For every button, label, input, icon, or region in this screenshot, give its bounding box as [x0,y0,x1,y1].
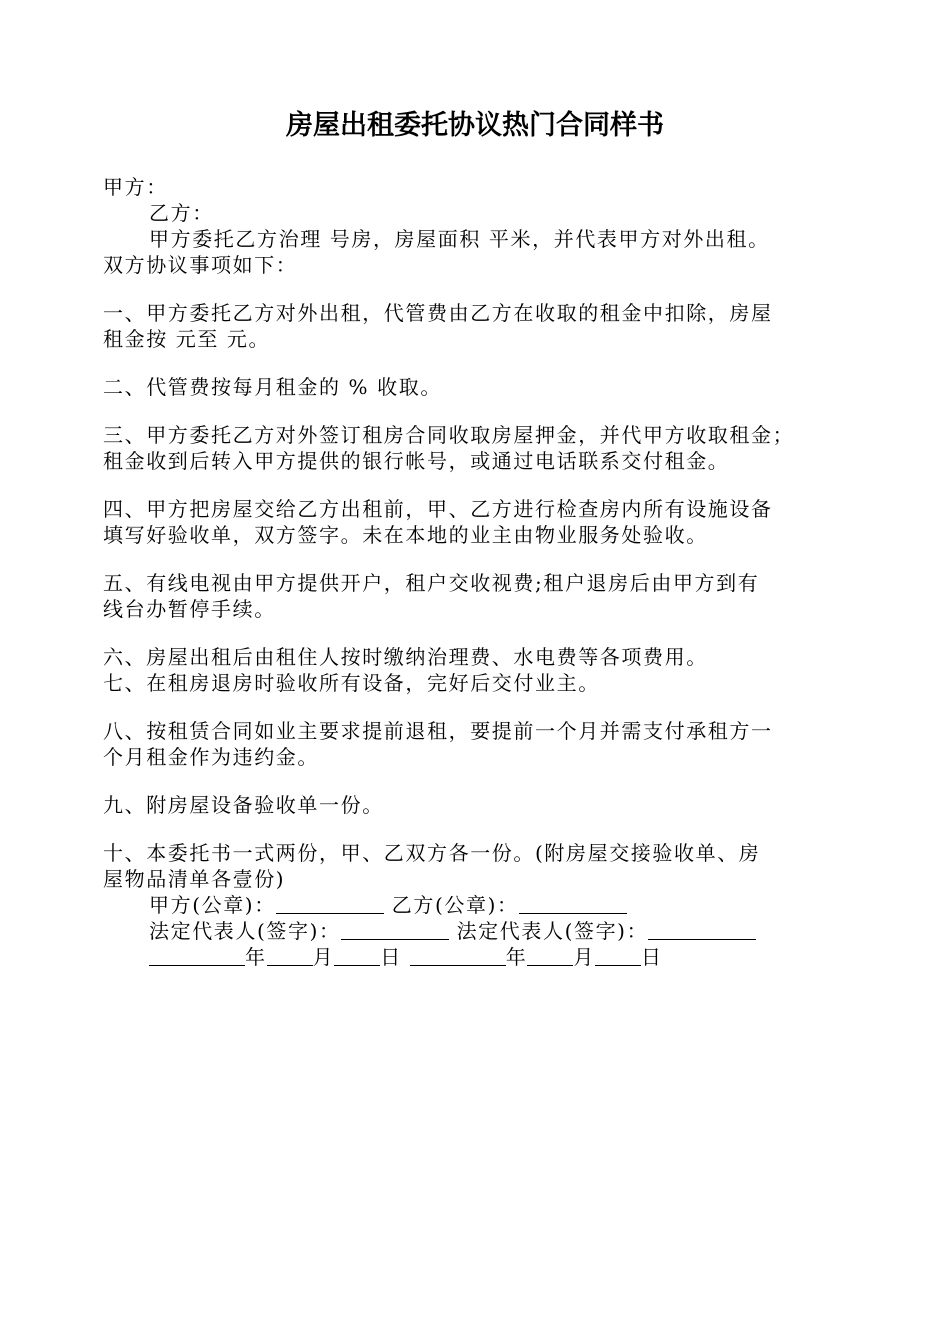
day-label: 日 [641,945,663,969]
rep-b-label: 法定代表人(签字)： [456,919,649,943]
clause-line: 十、本委托书一式两份，甲、乙双方各一份。(附房屋交接验收单、房 [103,841,761,865]
date-a-month-blank[interactable] [267,945,313,966]
month-label: 月 [312,945,335,969]
intro-line-1: 甲方委托乙方治理 号房，房屋面积 平米，并代表甲方对外出租。 [149,227,770,251]
rep-line [103,918,858,944]
date-a-day-blank[interactable] [334,945,380,966]
clause-line: 八、按租赁合同如业主要求提前退租，要提前一个月并需支付承租方一 [103,719,773,743]
party-a-seal-blank[interactable] [276,893,384,914]
seal-line [103,892,858,918]
date-b-year-blank[interactable] [410,945,506,966]
document-body [103,174,858,970]
clause-line: 五、有线电视由甲方提供开户，租户交收视费;租户退房后由甲方到有 [103,571,760,595]
rep-a-blank[interactable] [341,919,449,940]
clause-line: 六、房屋出租后由租住人按时缴纳治理费、水电费等各项费用。 [103,645,708,669]
month-label: 月 [573,945,596,969]
rep-b-blank[interactable] [648,919,756,940]
clause-4 [103,496,858,548]
clause-line: 七、在租房退房时验收所有设备，完好后交付业主。 [103,671,600,695]
signature-block [103,892,858,970]
party-a-label: 甲方： [103,175,168,199]
clause-6-7 [103,644,858,696]
party-a-seal-label: 甲方(公章)： [149,893,276,917]
clause-line: 线台办暂停手续。 [103,597,276,621]
party-b-seal-blank[interactable] [519,893,627,914]
day-label: 日 [380,945,402,969]
document-title: 房屋出租委托协议热门合同样书 [286,110,664,141]
clause-3 [103,422,858,474]
clause-10 [103,840,858,892]
clause-line: 租金按 元至 元。 [103,327,271,351]
clause-line: 四、甲方把房屋交给乙方出租前，甲、乙方进行检查房内所有设施设备 [103,497,773,521]
date-b-day-blank[interactable] [595,945,641,966]
clause-line: 二、代管费按每月租金的 % 收取。 [103,375,442,399]
clause-1 [103,300,858,352]
clause-line: 一、甲方委托乙方对外出租，代管费由乙方在收取的租金中扣除，房屋 [103,301,773,325]
party-b-seal-label: 乙方(公章)： [391,893,519,917]
clause-8 [103,718,858,770]
clause-line: 九、附房屋设备验收单一份。 [103,793,384,817]
date-a-year-blank[interactable] [149,945,245,966]
clause-line: 填写好验收单，双方签字。未在本地的业主由物业服务处验收。 [103,523,708,547]
date-line [103,944,858,970]
clause-2 [103,374,858,400]
year-label: 年 [245,945,267,969]
clause-line: 三、甲方委托乙方对外签订租房合同收取房屋押金，并代甲方收取租金； [103,423,795,447]
clause-line: 屋物品清单各壹份) [103,867,286,891]
clause-line: 个月租金作为违约金。 [103,745,319,769]
intro-line-2: 双方协议事项如下： [103,253,298,277]
clause-5 [103,570,858,622]
clause-9 [103,792,858,818]
date-b-month-blank[interactable] [527,945,573,966]
rep-a-label: 法定代表人(签字)： [149,919,341,943]
year-label: 年 [505,945,528,969]
party-b-label: 乙方： [149,201,214,225]
clause-line: 租金收到后转入甲方提供的银行帐号，或通过电话联系交付租金。 [103,449,730,473]
